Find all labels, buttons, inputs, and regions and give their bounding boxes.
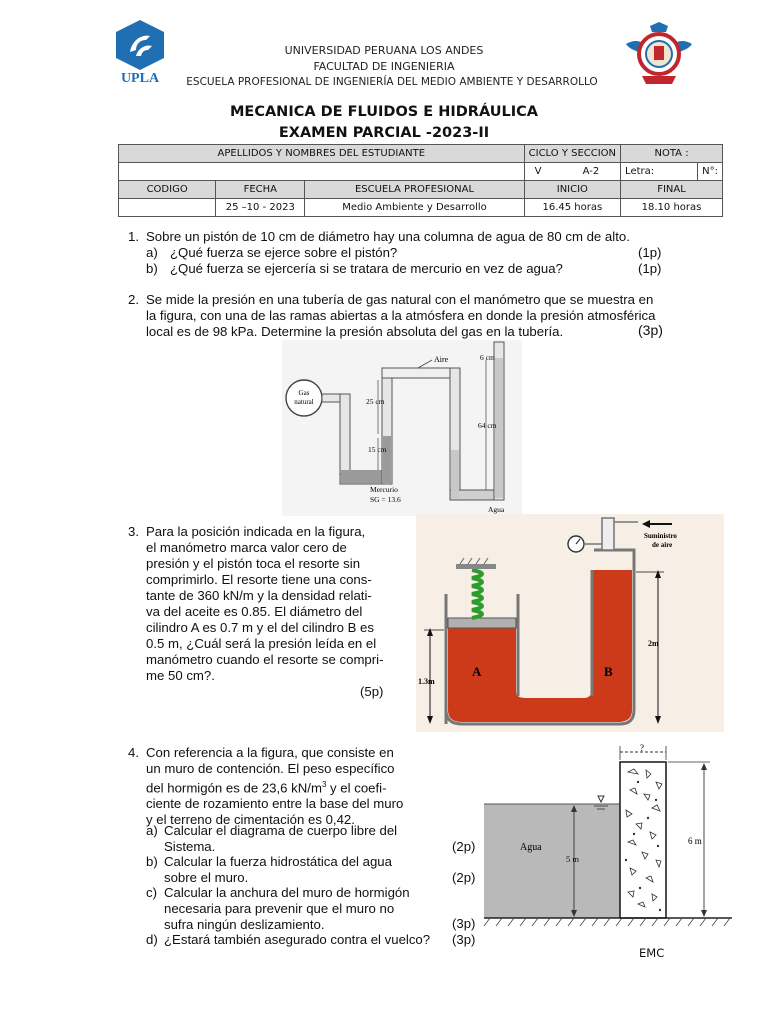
q2-line: Se mide la presión en una tubería de gas natural con el manómetro que se muestra en (146, 292, 654, 307)
letra-cell: Letra: (621, 163, 698, 181)
q4-text (146, 745, 403, 828)
q1-a-points: (1p) (638, 245, 662, 260)
table-row (119, 163, 723, 181)
q4-c-line: necesaria para prevenir que el muro no (164, 901, 395, 916)
q2-mercury-label: Mercurio (370, 485, 398, 494)
final-cell: 18.10 horas (621, 199, 723, 217)
q4-b-label: b) (146, 854, 158, 869)
school-name: ESCUELA PROFESIONAL DE INGENIERÍA DEL MEDIO AMBIENTE Y DESARROLLO (186, 76, 598, 88)
q1-number: 1. (128, 229, 139, 244)
ciclo-cell (524, 163, 620, 181)
student-name-cell[interactable] (119, 163, 525, 181)
q4-superscript: 3 (321, 780, 327, 789)
escuela-header: ESCUELA PROFESIONAL (305, 181, 524, 199)
q3-number: 3. (128, 524, 139, 539)
q1-b-points: (1p) (638, 261, 662, 276)
q4-height-5m: 5 m (566, 854, 579, 864)
table-row (119, 199, 723, 217)
q2-number: 2. (128, 292, 139, 307)
q4-width-unknown: ? (640, 743, 644, 753)
q2-line: la figura, con una de las ramas abiertas a la atmósfera en donde la presión atmosférica (146, 308, 656, 323)
q3-points: (5p) (360, 684, 384, 699)
q3-line: comprimirlo. El resorte tiene una cons- (146, 572, 372, 587)
numero-cell: N°: (698, 163, 723, 181)
student-name-header: APELLIDOS Y NOMBRES DEL ESTUDIANTE (119, 145, 525, 163)
q4-line-specific-weight (146, 777, 403, 796)
fecha-cell: 25 –10 - 2023 (216, 199, 305, 217)
q3-line: manómetro cuando el resorte se compri- (146, 652, 384, 667)
exam-title: EXAMEN PARCIAL -2023-II (278, 125, 490, 141)
q4-height-6m: 6 m (688, 836, 702, 846)
codigo-cell[interactable] (119, 199, 216, 217)
q4-water-label: Agua (520, 842, 542, 853)
q4-a-text (164, 823, 397, 855)
q4-d-label: d) (146, 932, 158, 947)
q2-line: local es de 98 kPa. Determine la presión absoluta del gas en la tubería. (146, 324, 564, 339)
q3-piston-figure (416, 514, 724, 732)
course-title: MECANICA DE FLUIDOS E HIDRÁULICA (229, 104, 538, 120)
q4-c-points: (3p) (452, 916, 476, 931)
q2-15cm-label: 15 cm (368, 445, 387, 454)
q4-a-points: (2p) (452, 839, 476, 854)
q3-line: va del aceite es 0.85. El diámetro del (146, 604, 363, 619)
q3-line: 0.5 m, ¿Cuál será la presión leída en el (146, 636, 377, 651)
q1-b-text: ¿Qué fuerza se ejercería si se tratara de mercurio en vez de agua? (170, 261, 563, 276)
q4-line: y el terreno de cimentación es 0,42. (146, 812, 355, 828)
seccion-value: A-2 (582, 166, 600, 177)
q2-air-label: Aire (434, 355, 449, 364)
q4-b-line: sobre el muro. (164, 870, 249, 885)
q3-line: tante de 360 kN/m y la densidad relati- (146, 588, 372, 603)
codigo-header: CODIGO (119, 181, 216, 199)
nota-header: NOTA : (621, 145, 723, 163)
q4-a-line: Sistema. (164, 839, 216, 854)
q2-25cm-label: 25 cm (366, 397, 385, 406)
q4-c-line: sufra ningún deslizamiento. (164, 917, 325, 932)
q4-d-points: (3p) (452, 932, 476, 947)
q4-c-label: c) (146, 885, 157, 900)
ciclo-header: CICLO Y SECCION (524, 145, 620, 163)
q3-line: presión y el pistón toca el resorte sin (146, 556, 361, 571)
q4-line: ciente de rozamiento entre la base del muro (146, 796, 404, 812)
final-header: FINAL (621, 181, 723, 199)
q4-b-line: Calcular la fuerza hidrostática del agua (164, 854, 392, 869)
q2-gas-label: Gas (298, 389, 310, 397)
q3-text (146, 524, 383, 684)
q1-a-text: ¿Qué fuerza se ejerce sobre el pistón? (170, 245, 398, 260)
inicio-header: INICIO (524, 181, 620, 199)
q4-a-label: a) (146, 823, 158, 838)
q2-water-label: Agua (488, 505, 505, 514)
q2-manometer-figure (282, 340, 522, 516)
q3-supply-label-1: Suministro (644, 532, 677, 540)
q4-a-line: Calcular el diagrama de cuerpo libre del (164, 823, 398, 838)
q4-number: 4. (128, 745, 139, 760)
ciclo-value: V (534, 166, 542, 177)
author-initials: EMC (639, 946, 665, 960)
q3-height-1-3: 1.3m (418, 677, 435, 686)
inicio-cell: 16.45 horas (524, 199, 620, 217)
q1-text: Sobre un pistón de 10 cm de diámetro hay una columna de agua de 80 cm de alto. (146, 229, 630, 244)
q4-line-3b: y el coefi- (326, 780, 387, 796)
q4-line-3a: del hormigón es de 23,6 kN/m (146, 780, 322, 796)
escuela-cell: Medio Ambiente y Desarrollo (305, 199, 524, 217)
q2-points: (3p) (638, 322, 663, 338)
table-row (119, 145, 723, 163)
q4-line: un muro de contención. El peso específico (146, 761, 395, 776)
q2-64cm-label: 64 cm (478, 421, 497, 430)
q1-b-label: b) (146, 261, 158, 276)
q3-line: cilindro A es 0.7 m y el del cilindro B es (146, 620, 374, 635)
table-row (119, 181, 723, 199)
q3-height-2: 2m (648, 639, 659, 648)
q2-6cm-label: 6 cm (480, 353, 495, 362)
fecha-header: FECHA (216, 181, 305, 199)
faculty-name: FACULTAD DE INGENIERIA (313, 60, 455, 73)
q4-retaining-wall-figure (480, 742, 736, 932)
q2-sg-label: SG = 13.6 (370, 495, 401, 504)
q4-b-text (164, 854, 392, 886)
q3-label-b: B (604, 664, 613, 679)
q3-line: Para la posición indicada en la figura, (146, 524, 366, 539)
q4-c-text (164, 885, 410, 933)
student-info-table (118, 144, 723, 217)
q2-text (146, 292, 655, 340)
q4-d-text: ¿Estará también asegurado contra el vuelco? (164, 932, 431, 947)
upla-logo-text: UPLA (120, 71, 160, 84)
q4-line: Con referencia a la figura, que consiste en (146, 745, 394, 760)
q2-natural-label: natural (294, 398, 314, 406)
q1-a-label: a) (146, 245, 158, 260)
q3-line: el manómetro marca valor cero de (146, 540, 347, 555)
q3-supply-label-2: de aire (652, 541, 673, 549)
q4-c-line: Calcular la anchura del muro de hormigón (164, 885, 410, 900)
q4-b-points: (2p) (452, 870, 476, 885)
q3-label-a: A (472, 664, 482, 679)
university-name: UNIVERSIDAD PERUANA LOS ANDES (284, 44, 484, 57)
q3-line: me 50 cm?. (146, 668, 215, 683)
